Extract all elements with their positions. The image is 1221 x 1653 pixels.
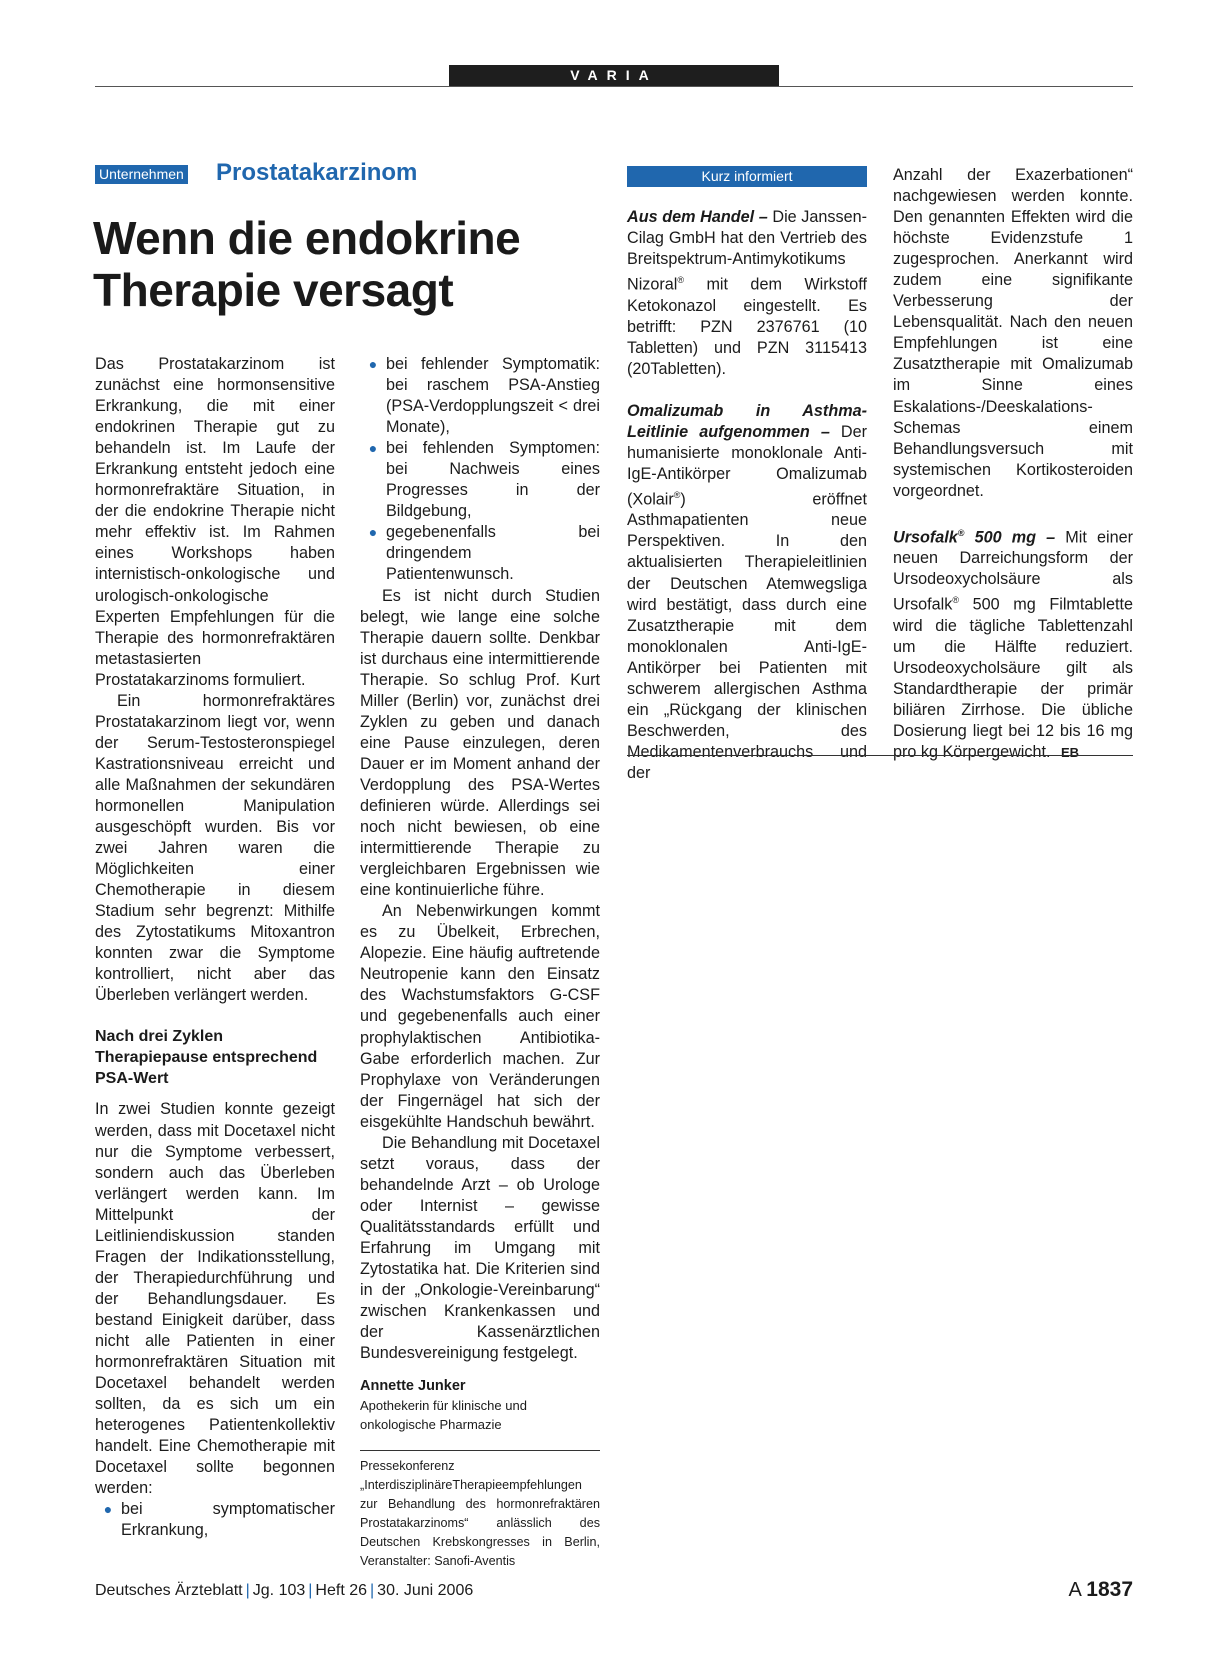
news-item-omalizumab-cont: Anzahl der Exazerbationen“ nachgewiesen werden konnte. Den genannten Effekten wird die höchste Evidenzstufe 1 zugesprochen. Anerkannt wird zudem eine signifikante Verbesserung der Lebensqualität. Nach den neuen Empfehlungen ist eine Zusatztherapie mit Omalizumab im Sinne eines Eskalations-/Deeskalations-Schemas einem Behandlungsversuch mit systemischen Kortikosteroiden vorgeordnet.	[893, 166, 1133, 500]
bullet-item: ● bei fehlenden Symptomen: bei Nachweis eines Progresses in der Bildgebung,	[360, 438, 600, 522]
article-column-2	[360, 354, 600, 1571]
news-column-1	[627, 207, 867, 784]
bullet-dot-icon: ●	[368, 524, 378, 541]
news-item-omalizumab: Omalizumab in Asthma-Leitlinie aufgenommen – Der humanisierte monoklonale Anti-IgE-Antikörper Omalizumab (Xolair®) eröffnet Asthmapatienten neue Perspektiven. In den aktualisierten Therapieleitlinien der Deutschen Atemwegsliga wird bestätigt, dass durch eine Zusatztherapie mit dem monoklonalen Anti-IgE-Antikörper bei Patienten mit schwerem allergischen Asthma ein „Rückgang der klinischen Beschwerden, des Medikamentenverbrauchs und der	[627, 401, 867, 782]
kicker-title: Prostatakarzinom	[216, 159, 418, 186]
issue-date: 30. Juni 2006	[377, 1582, 474, 1599]
footer-citation	[95, 1582, 473, 1600]
paragraph: Es ist nicht durch Studien belegt, wie lange eine solche Therapie dauern sollte. Denkbar ist durchaus eine intermittierende Therapie. So schlug Prof. Kurt Miller (Berlin) vor, zunächst drei Zyklen zu geben und danach eine Pause einzulegen, deren Dauer er im Moment anhand der Verdopplung des PSA-Wertes definieren würde. Allerdings sei noch nicht bewiesen, ob eine intermittierende Therapie zu vergleichbaren Ergebnissen wie eine kontinuierliche führe.	[360, 586, 600, 900]
separator: |	[245, 1582, 250, 1599]
separator: |	[370, 1582, 375, 1599]
separator: |	[308, 1582, 313, 1599]
headline-line-1: Wenn die endokrine	[93, 212, 521, 264]
bullet-item: ● gegebenenfalls bei dringendem Patientenwunsch.	[360, 522, 600, 585]
news-item-ursofalk: Ursofalk® 500 mg – Mit einer neuen Darreichungsform der Ursodeoxycholsäure als Ursofalk® 500 mg Filmtablette wird die tägliche Tablettenzahl um die Hälfte reduziert. Ursodeoxycholsäure gilt als Standardtherapie der primär biliären Zirrhose. Die übliche Dosierung liegt bei 12 bis 16 mg pro kg Körpergewicht. EB	[893, 527, 1133, 761]
news-column-2	[893, 165, 1133, 763]
journal-name: Deutsches Ärzteblatt	[95, 1582, 243, 1599]
kurz-informiert-bar: Kurz informiert	[627, 166, 867, 187]
header-rule	[95, 86, 1133, 87]
page-number: A 1837	[1068, 1578, 1133, 1601]
bullet-dot-icon: ●	[368, 440, 378, 457]
author-name: Annette Junker	[360, 1378, 466, 1395]
box-bottom-rule	[627, 755, 1133, 756]
bullet-item: ● bei symptomatischer Erkrankung,	[95, 1499, 335, 1541]
article-column-1	[95, 354, 335, 1541]
paragraph: An Nebenwirkungen kommt es zu Übelkeit, Erbrechen, Alopezie. Eine häufig auftretende Neutropenie kann den Einsatz des Wachstumsfaktors G-CSF und gegebenenfalls auch einer prophylaktischen Antibiotika-Gabe erforderlich machen. Zur Prophylaxe von Veränderungen der Fingernägel hat sich der eisgekühlte Handschuh bewährt.	[360, 902, 600, 1131]
author-role: Apothekerin für klinische und onkologische Pharmazie	[360, 1398, 527, 1433]
source-rule	[360, 1450, 600, 1451]
subheading: Nach drei Zyklen Therapiepause entsprechend PSA-Wert	[95, 1028, 318, 1088]
section-label: VARIA	[449, 65, 779, 86]
author-signature: EB	[1060, 745, 1080, 760]
bullet-item: ● bei fehlender Symptomatik: bei raschem PSA-Anstieg (PSA-Verdopplungszeit < drei Monate),	[360, 354, 600, 438]
paragraph: In zwei Studien konnte gezeigt werden, dass mit Docetaxel nicht nur die Symptome verbessert, sondern auch das Überleben verlängert werden kann. Im Mittelpunkt der Leitliniendiskussion standen Fragen der Indikationsstellung, der Therapiedurchführung und der Behandlungsdauer. Es bestand Einigkeit darüber, dass nicht alle Patienten in einer hormonrefraktären Situation mit Docetaxel behandelt werden sollten, da es sich um ein heterogenes Patientenkollektiv handelt. Eine Chemotherapie mit Docetaxel sollte begonnen werden:	[95, 1100, 335, 1498]
bullet-dot-icon: ●	[103, 1501, 113, 1518]
paragraph: Das Prostatakarzinom ist zunächst eine hormonsensitive Erkrankung, die mit einer endokrinen Therapie gut zu behandeln ist. Im Laufe der Erkrankung entsteht jedoch eine hormonrefraktäre Situation, in der die endokrine Therapie nicht mehr effektiv ist. Im Rahmen eines Workshops haben internistisch-onkologische und urologisch-onkologische Experten Empfehlungen für die Therapie des hormonrefraktären metastasierten Prostatakarzinoms formuliert.	[95, 355, 335, 689]
paragraph: Die Behandlung mit Docetaxel setzt voraus, dass der behandelnde Arzt – ob Urologe oder Internist – gewisse Qualitätsstandards erfüllt und Erfahrung im Umgang mit Zytostatika hat. Die Kriterien sind in der „Onkologie-Vereinbarung“ zwischen Krankenkassen und der Kassenärztlichen Bundesvereinigung festgelegt.	[360, 1133, 600, 1363]
news-item-handel: Aus dem Handel – Die Janssen-Cilag GmbH hat den Vertrieb des Breitspektrum-Antimykotikums Nizoral® mit dem Wirkstoff Ketokonazol eingestellt. Es betrifft: PZN 2376761 (10 Tabletten) und PZN 3115413 (20Tabletten).	[627, 208, 867, 378]
source-note: Pressekonferenz „InterdisziplinäreTherapieempfehlungen zur Behandlung des hormonrefraktären Prostatakarzinoms“ anlässlich des Deutschen Krebskongresses in Berlin, Veranstalter: Sanofi-Aventis	[360, 1459, 600, 1569]
paragraph: Ein hormonrefraktäres Prostatakarzinom liegt vor, wenn der Serum-Testosteronspiegel Kastrationsniveau erreicht und alle Maßnahmen der sekundären hormonellen Manipulation ausgeschöpft wurden. Bis vor zwei Jahren waren die Möglichkeiten einer Chemotherapie in diesem Stadium sehr begrenzt: Mithilfe des Zytostatikums Mitoxantron konnten zwar die Symptome kontrolliert, nicht aber das Überleben verlängert werden.	[95, 691, 335, 1005]
headline	[93, 212, 613, 316]
volume: Jg. 103	[252, 1582, 306, 1599]
headline-line-2: Therapie versagt	[93, 264, 454, 316]
kicker-tag: Unternehmen	[95, 165, 188, 184]
bullet-dot-icon: ●	[368, 356, 378, 372]
issue: Heft 26	[315, 1582, 368, 1599]
